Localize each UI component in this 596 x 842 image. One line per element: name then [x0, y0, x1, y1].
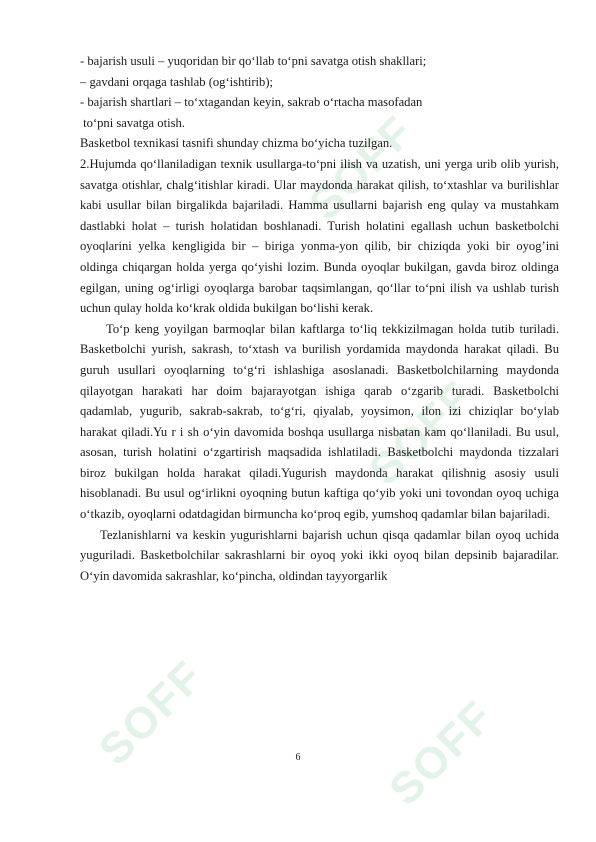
watermark-text: SOFF	[90, 651, 214, 775]
document-body	[80, 51, 559, 586]
text-line: - bajarish usuli – yuqoridan bir qo‘llab to‘pni savatga otish shakllari;	[80, 54, 427, 68]
paragraph: Tezlanishlarni va keskin yugurishlarni bajarish uchun qisqa qadamlar bilan oyoq uchida yuguriladi. Basketbolchilar sakrashlarni bir oyoq yoki ikki oyoq bilan depsinib bajaradilar. O‘yin davomida sakrashlar, ko‘pincha, oldindan tayyorgarlik	[80, 527, 559, 583]
text-line: – gavdani orqaga tashlab (og‘ishtirib);	[80, 74, 274, 89]
page-number: 6	[295, 752, 301, 763]
watermark-text: SOFF	[380, 691, 504, 815]
paragraph: To‘p keng yoyilgan barmoqlar bilan kaftlarga to‘liq tekkizilmagan holda tutib turiladi. Basketbolchi yurish, sakrash, to‘xtash va burilish yordamida maydonda harakat qiladi. Bu guruh usullari oyoqlarning to‘g‘ri ishlashiga asoslanadi. Basketbolchilarning maydonda qilayotgan harakati har doim bajarayotgan ishiga qarab o‘zgarib turadi. Basketbolchi qadamlab, yugurib, sakrab-sakrab, to‘g‘ri, qiyalab, yoysimon, ilon izi chiziqlar bo‘ylab harakat qiladi.Yu r i sh o‘yin davomida boshqa usullarga nisbatan kam qo‘llaniladi. Bu usul, asosan, turish holatini o‘zgartirish maqsadida ishlatiladi. Basketbolchi maydonda tizzalari biroz bukilgan holda harakat qiladi.Yugurish maydonda harakat qilishnig asosiy usuli hisoblanadi. Bu usul og‘irlikni oyoqning butun kaftiga qo‘yib yoki uni tovondan oyoq uchiga o‘tkazib, oyoqlarni odatdagidan birmuncha ko‘proq egib, yumshoq qadamlar bilan bajariladi.	[80, 321, 559, 522]
watermark-text: SOFF	[360, 371, 484, 495]
watermark-text: SOFF	[300, 106, 424, 230]
text-line: Basketbol texnikasi tasnifi shunday chizma bo‘yicha tuzilgan.	[80, 136, 393, 151]
text-line: to‘pni savatga otish.	[80, 115, 185, 130]
text-line: - bajarish shartlari – to‘xtagandan keyin, sakrab o‘rtacha masofadan	[80, 95, 423, 110]
paragraph: 2.Hujumda qo‘llaniladigan texnik usullarga-to‘pni ilish va uzatish, uni yerga urib olib yurish, savatga otishlar, chalg‘itishlar kiradi. Ular maydonda harakat qilish, to‘xtashlar va burilishlar kabi usullar bilan birgalikda bajariladi. Hamma usullarni bajarish eng qulay va mustahkam dastlabki holat – turish holatidan boshlanadi. Turish holatini egallash uchun basketbolchi oyoqlarini yelka kengligida bir – biriga yonma-yon qilib, bir chiziqda yoki bir oyog’ini oldinga chiqargan holda yerga qo‘yishi lozim. Bunda oyoqlar bukilgan, gavda biroz oldinga egilgan, uning og‘irligi oyoqlarga barobar taqsimlangan, qo‘llar to‘pni ilish va ushlab turish uchun qulay holda ko‘krak oldida bukilgan bo‘lishi kerak.	[80, 156, 559, 316]
